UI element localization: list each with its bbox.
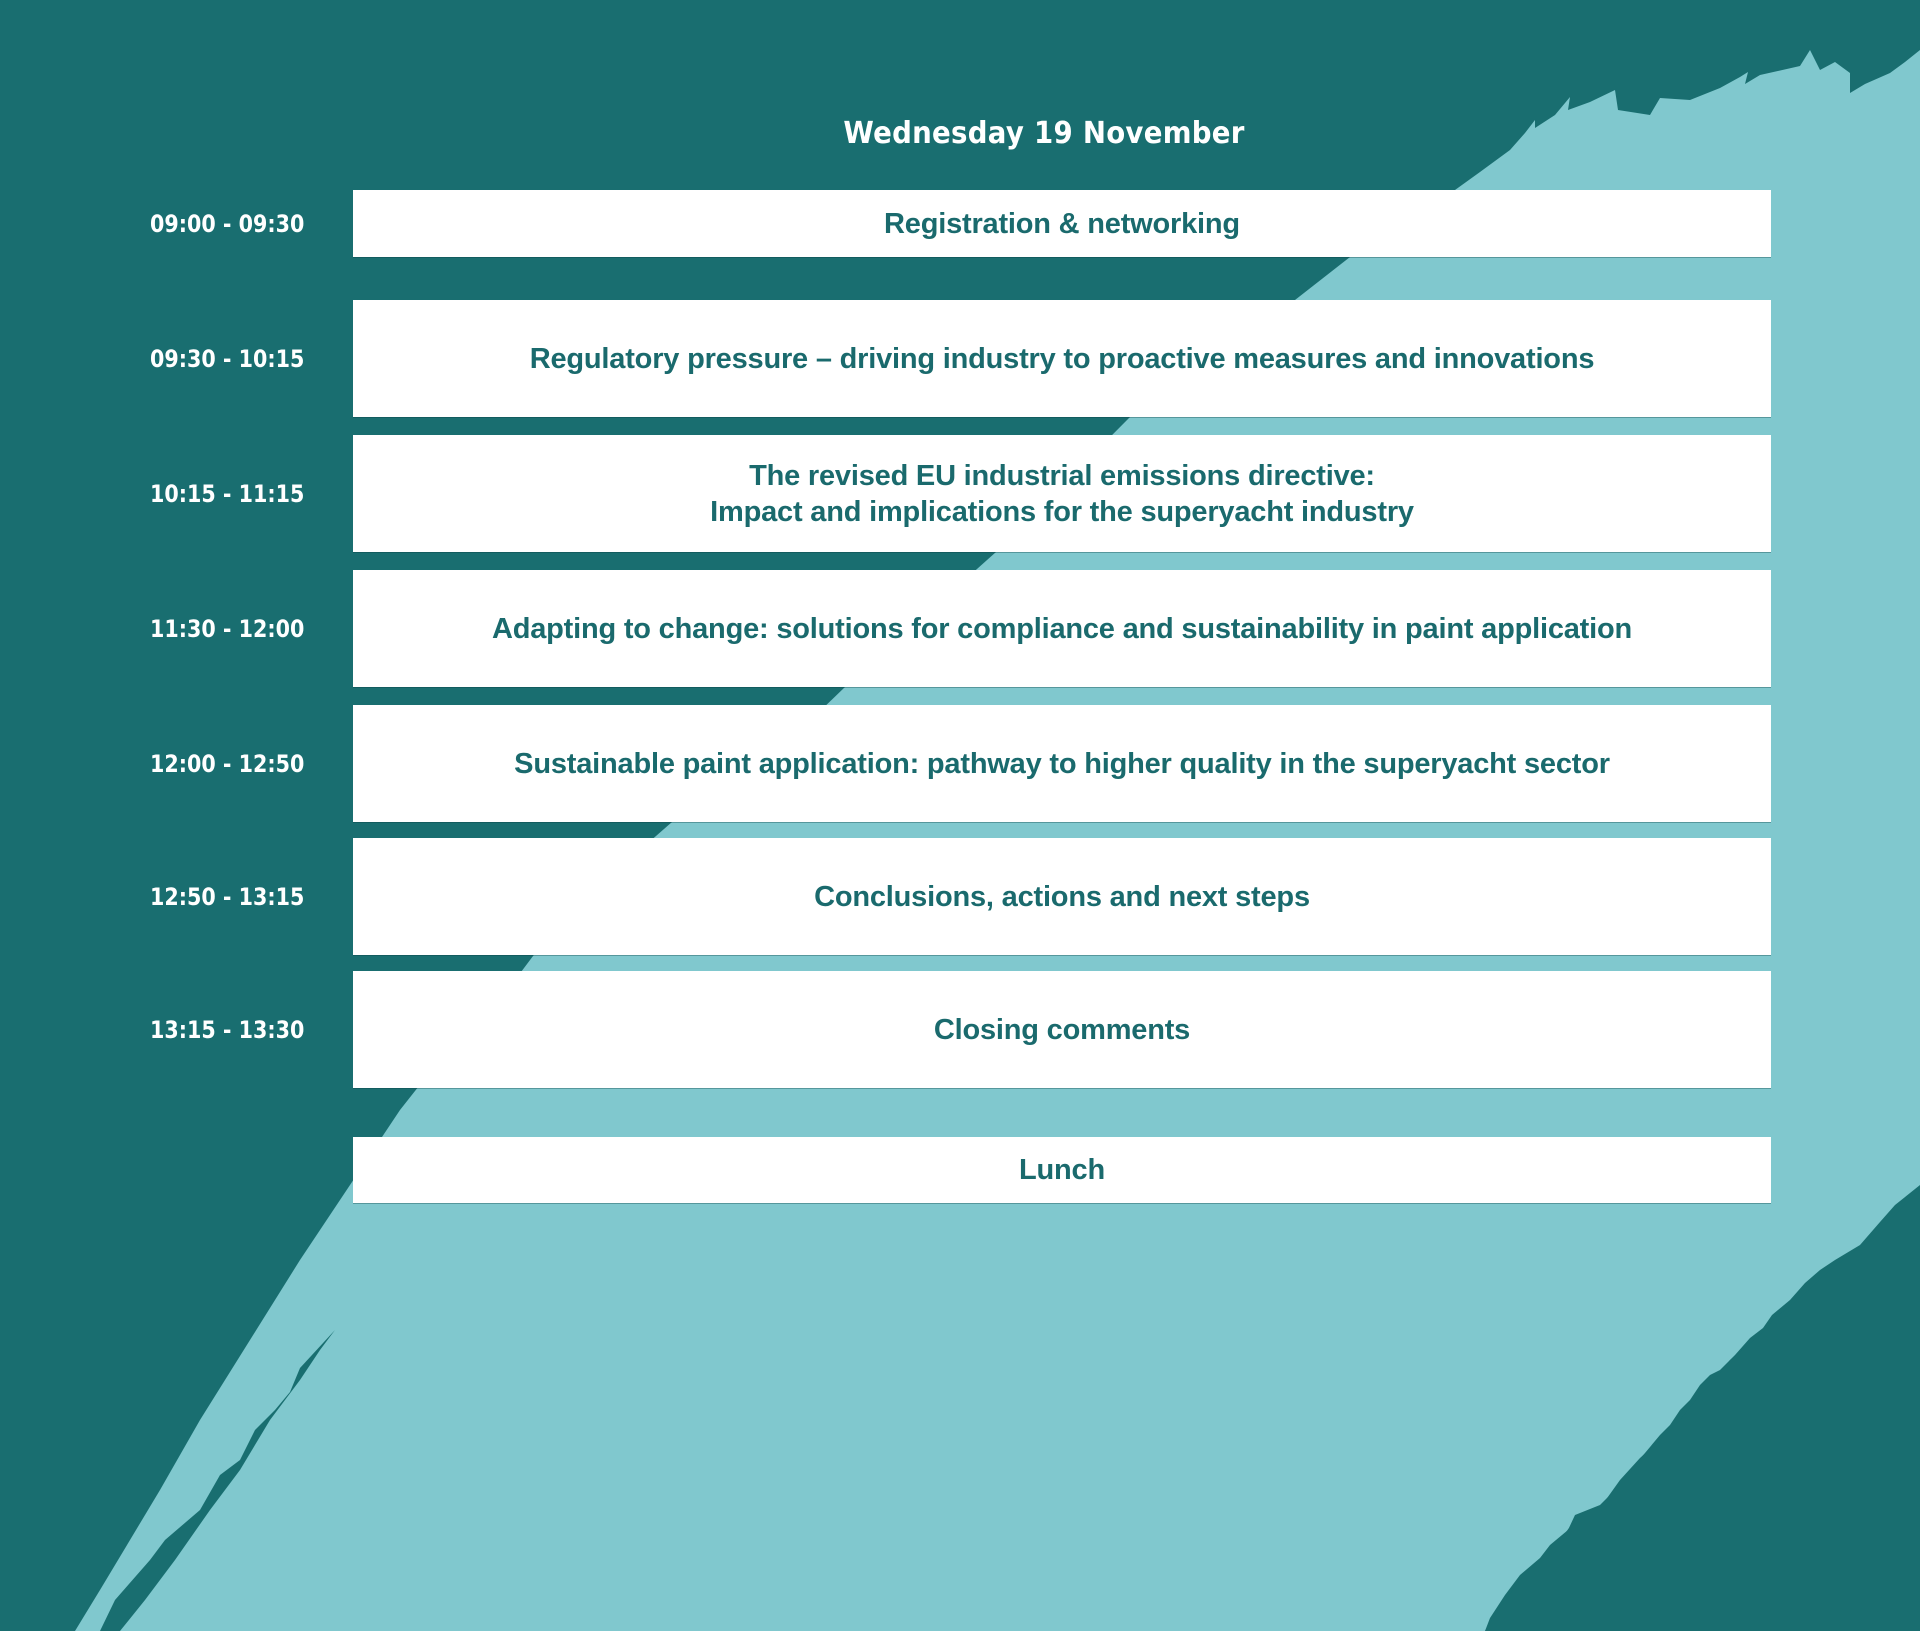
time-slot: 12:00 - 12:50 bbox=[150, 749, 305, 778]
session-title: The revised EU industrial emissions directive: Impact and implications for the superyacht industry bbox=[710, 459, 1414, 528]
session-title: Conclusions, actions and next steps bbox=[814, 880, 1310, 913]
session-title: Lunch bbox=[1019, 1154, 1105, 1186]
agenda-row bbox=[0, 971, 1920, 1088]
agenda-row bbox=[0, 435, 1920, 552]
session-box bbox=[353, 705, 1771, 822]
session-title: Closing comments bbox=[933, 1013, 1191, 1046]
time-slot: 10:15 - 11:15 bbox=[150, 479, 305, 508]
agenda-row bbox=[0, 190, 1920, 257]
agenda-row bbox=[0, 838, 1920, 955]
session-box bbox=[353, 971, 1771, 1088]
agenda-row bbox=[0, 300, 1920, 417]
time-slot: 13:15 - 13:30 bbox=[150, 1015, 305, 1044]
session-title: Sustainable paint application: pathway to higher quality in the superyacht sector bbox=[514, 747, 1610, 780]
session-title: Registration & networking bbox=[884, 207, 1240, 240]
session-title: Regulatory pressure – driving industry to proactive measures and innovations bbox=[529, 342, 1595, 375]
session-box bbox=[353, 435, 1771, 552]
session-box bbox=[353, 570, 1771, 687]
agenda-row bbox=[0, 570, 1920, 687]
agenda-row bbox=[0, 705, 1920, 822]
session-box bbox=[353, 1137, 1771, 1203]
session-title: Adapting to change: solutions for compliance and sustainability in paint application bbox=[491, 612, 1633, 645]
agenda-row-lunch bbox=[0, 1137, 1920, 1203]
time-slot: 12:50 - 13:15 bbox=[150, 882, 305, 911]
time-slot: 09:00 - 09:30 bbox=[150, 209, 305, 238]
session-box bbox=[353, 190, 1771, 257]
session-box bbox=[353, 838, 1771, 955]
day-heading: Wednesday 19 November bbox=[843, 116, 1245, 151]
time-slot: 09:30 - 10:15 bbox=[150, 344, 305, 373]
session-box bbox=[353, 300, 1771, 417]
time-slot bbox=[150, 1137, 284, 1203]
time-slot: 11:30 - 12:00 bbox=[150, 614, 305, 643]
